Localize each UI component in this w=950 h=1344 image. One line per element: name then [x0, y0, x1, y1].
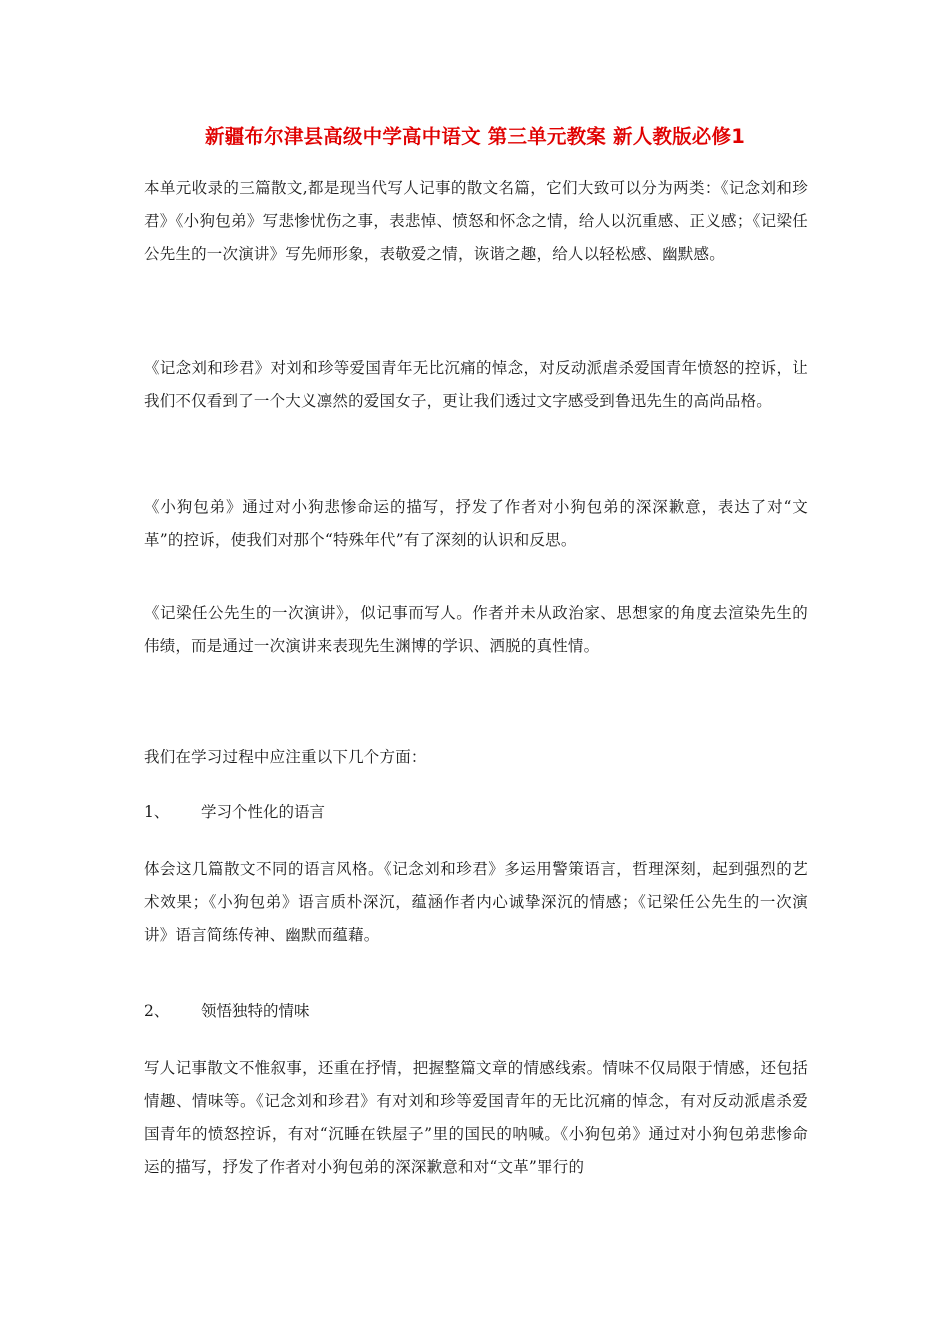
paragraph-xiaogou-baodi: 《小狗包弟》通过对小狗悲惨命运的描写，抒发了作者对小狗包弟的深深歉意，表达了对“文革”的控诉，使我们对那个“特殊年代”有了深刻的认识和反思。	[144, 498, 808, 549]
paragraph-liang-rengong: 《记梁任公先生的一次演讲》，似记事而写人。作者并未从政治家、思想家的角度去渲染先生的伟绩，而是通过一次演讲来表现先生渊博的学识、洒脱的真性情。	[144, 604, 808, 655]
paragraph-liu-hezhen: 《记念刘和珍君》对刘和珍等爱国青年无比沉痛的悼念，对反动派虐杀爱国青年愤怒的控诉，让我们不仅看到了一个大义凛然的爱国女子，更让我们透过文字感受到鲁迅先生的高尚品格。	[144, 359, 808, 410]
item-2-number: 2、	[144, 1002, 170, 1020]
item-1-heading: 学习个性化的语言	[200, 803, 325, 821]
item-1-number: 1、	[144, 803, 170, 821]
document-title: 新疆布尔津县高级中学高中语文 第三单元教案 新人教版必修1	[205, 125, 745, 148]
intro-paragraph: 本单元收录的三篇散文,都是现当代写人记事的散文名篇，它们大致可以分为两类：《记念刘和珍君》《小狗包弟》写悲惨忧伤之事，表悲悼、愤怒和怀念之情，给人以沉重感、正义感；《记梁任公先生的一次演讲》写先师形象，表敬爱之情，诙谐之趣，给人以轻松感、幽默感。	[144, 179, 808, 263]
focus-intro: 我们在学习过程中应注重以下几个方面：	[144, 748, 427, 766]
item-1-heading-row	[144, 796, 808, 829]
item-1-body: 体会这几篇散文不同的语言风格。《记念刘和珍君》多运用警策语言，哲理深刻，起到强烈的艺术效果；《小狗包弟》语言质朴深沉，蕴涵作者内心诚挚深沉的情感；《记梁任公先生的一次演讲》语言简练传神、幽默而蕴藉。	[144, 860, 808, 944]
item-2-heading: 领悟独特的情味	[200, 1002, 310, 1020]
item-2-heading-row	[144, 995, 808, 1028]
item-2-body: 写人记事散文不惟叙事，还重在抒情，把握整篇文章的情感线索。情味不仅局限于情感，还包括情趣、情味等。《记念刘和珍君》有对刘和珍等爱国青年的无比沉痛的悼念，有对反动派虐杀爱国青年的愤怒控诉，有对“沉睡在铁屋子”里的国民的呐喊。《小狗包弟》通过对小狗包弟悲惨命运的描写，抒发了作者对小狗包弟的深深歉意和对“文革”罪行的	[144, 1059, 808, 1176]
